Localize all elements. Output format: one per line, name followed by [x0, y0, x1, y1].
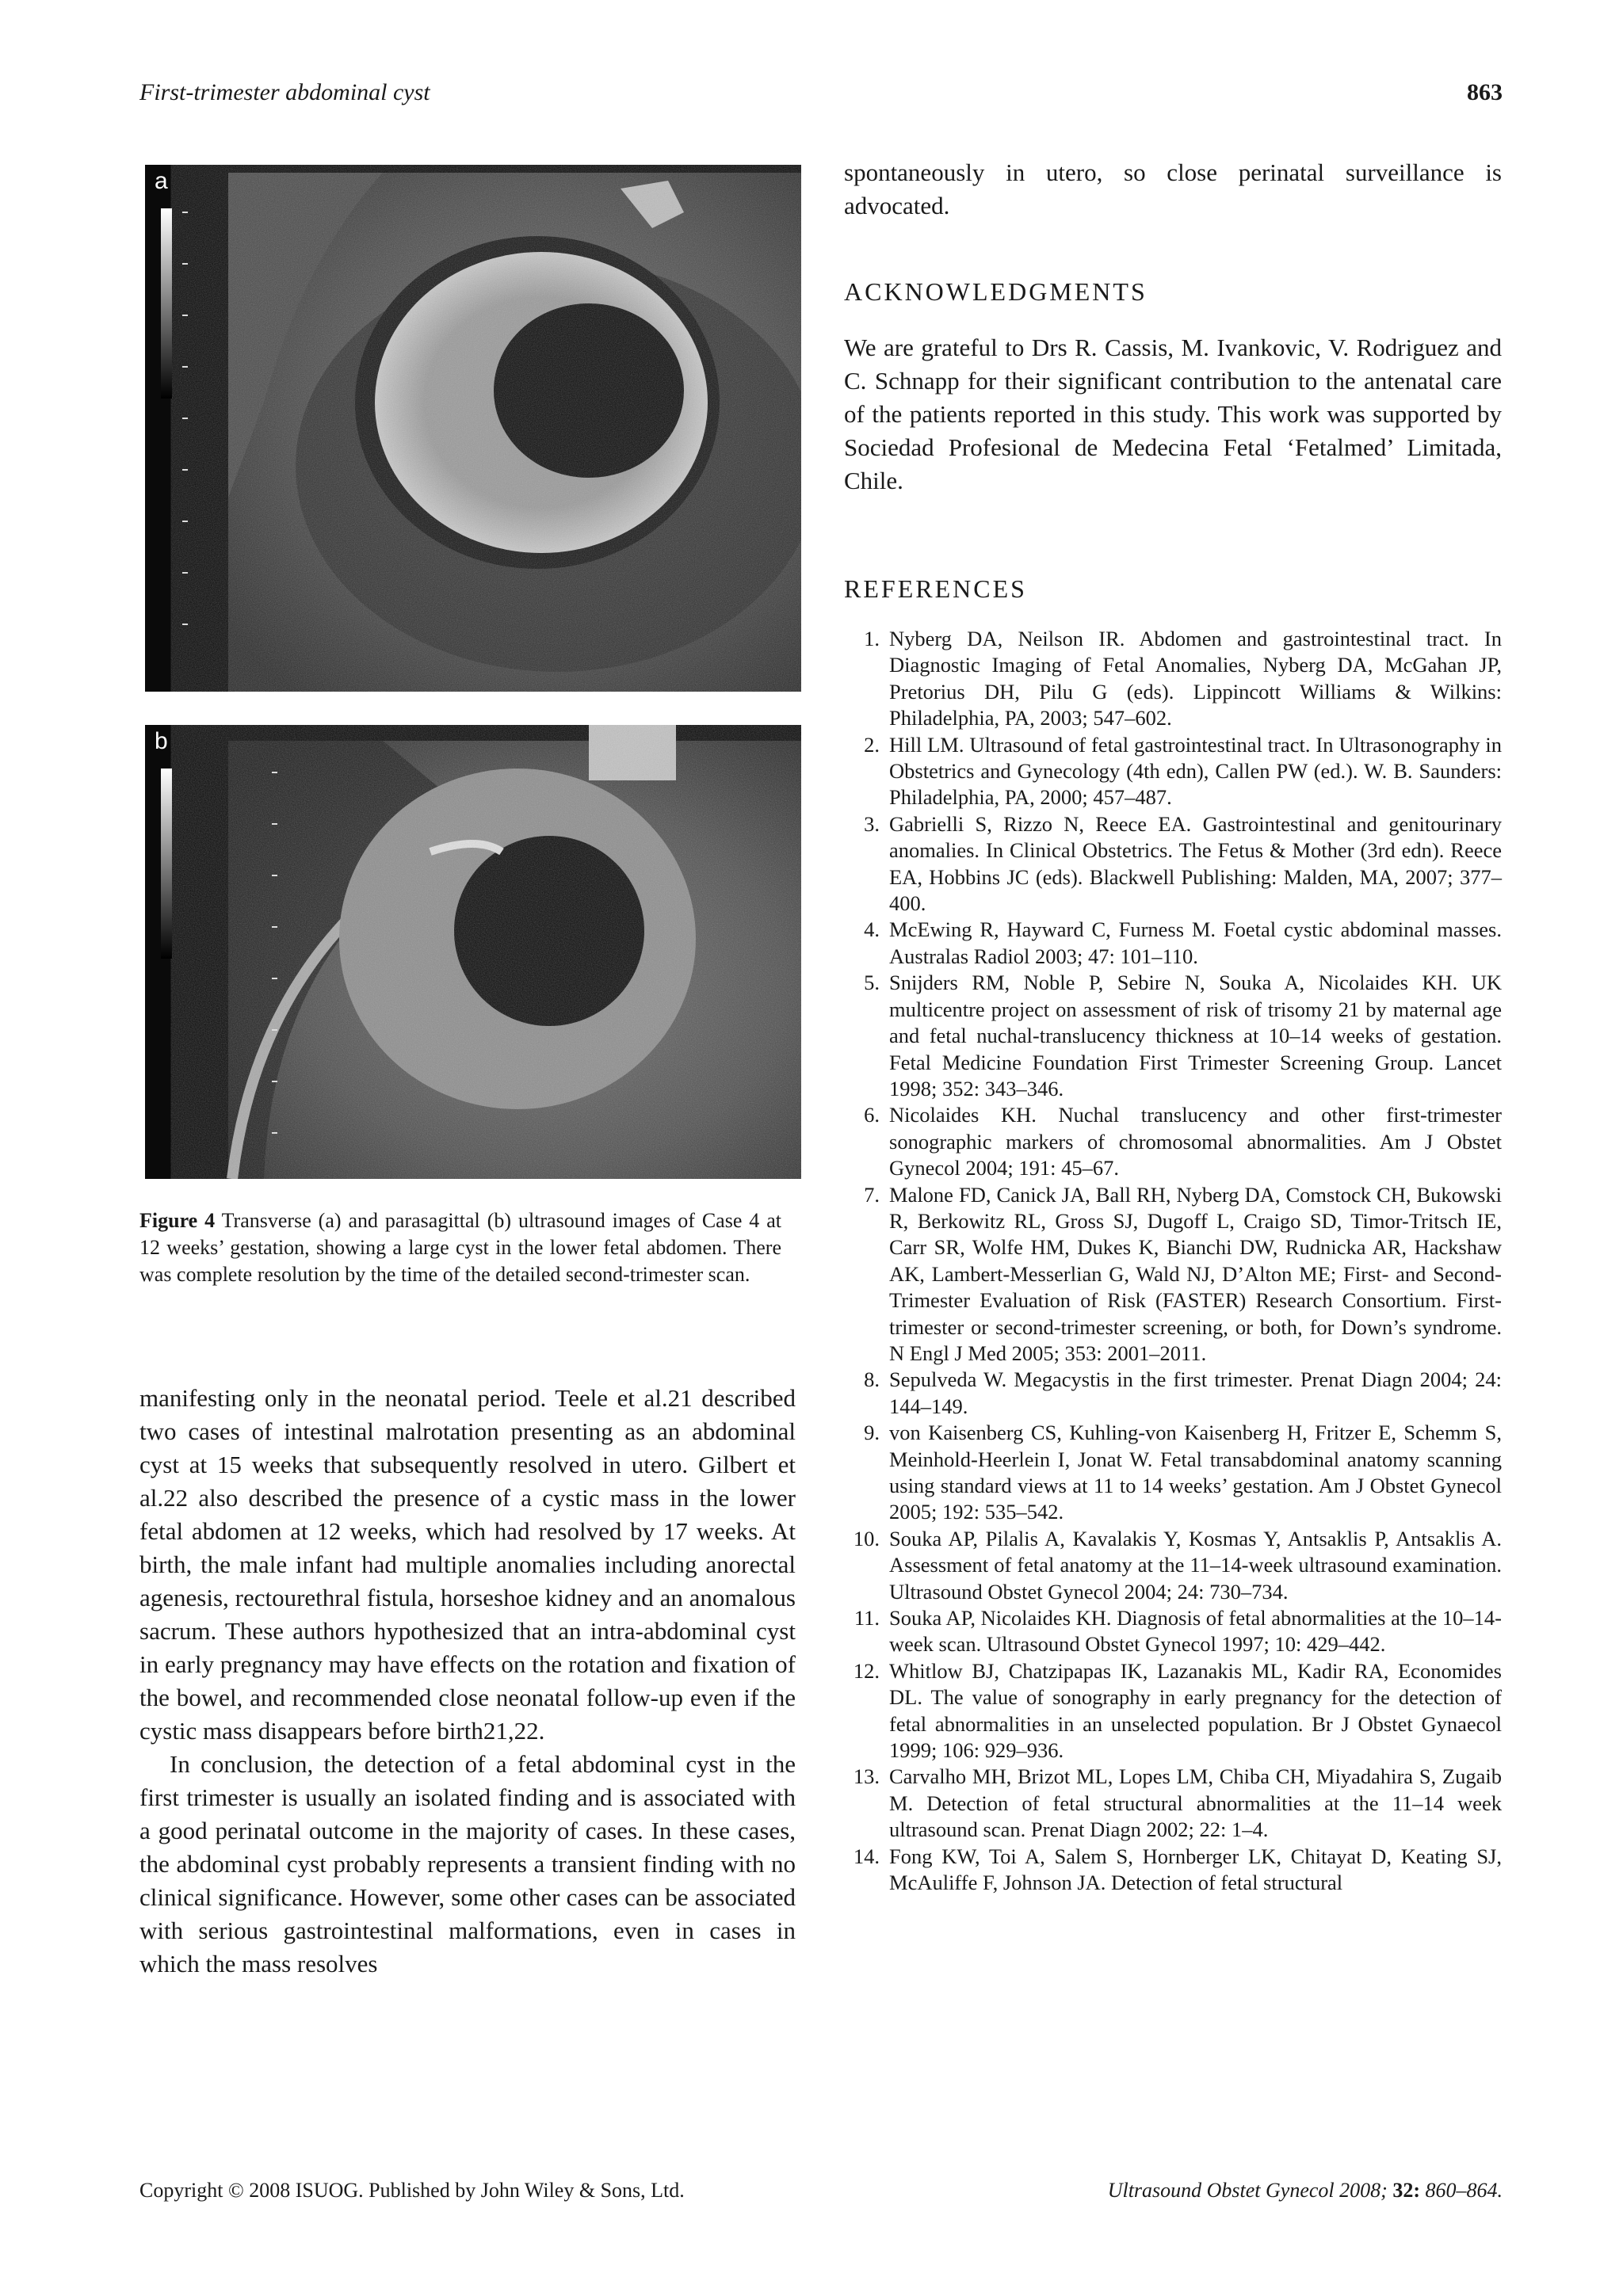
reference-text: Gabrielli S, Rizzo N, Reece EA. Gastrointestinal and genitourinary anomalies. In Clinical Obstetrics. The Fetus & Mother (3rd edn). Reece EA, Hobbins JC (eds). Blackwell Publishing: Malden, MA, 2007; 377–400.: [889, 811, 1502, 916]
reference-item: [844, 1605, 1502, 1658]
reference-item: [844, 1764, 1502, 1843]
ultrasound-image-a: [145, 165, 801, 692]
reference-number: 3.: [864, 811, 880, 836]
reference-item: [844, 1102, 1502, 1181]
acknowledgments-text: We are grateful to Drs R. Cassis, M. Ivankovic, V. Rodriguez and C. Schnapp for their significant contribution to the antenatal care of the patients reported in this study. This work was supported by Sociedad Profesional de Medecina Fetal ‘Fetalmed’ Limitada, Chile.: [844, 334, 1502, 494]
reference-item: [844, 917, 1502, 970]
reference-item: [844, 1844, 1502, 1897]
footer-journal: Ultrasound Obstet Gynecol: [1107, 2179, 1335, 2202]
acknowledgments-heading: ACKNOWLEDGMENTS: [844, 277, 1148, 306]
footer-year: 2008;: [1339, 2179, 1388, 2202]
reference-text: Carvalho MH, Brizot ML, Lopes LM, Chiba CH, Miyadahira S, Zugaib M. Detection of fetal structural abnormalities at the 11–14 week ultrasound scan. Prenat Diagn 2002; 22: 1–4.: [889, 1764, 1502, 1842]
references-list: [844, 626, 1502, 1897]
footer-pages: 860–864.: [1425, 2179, 1503, 2202]
reference-text: Souka AP, Pilalis A, Kavalakis Y, Kosmas Y, Antsaklis P, Antsaklis A. Assessment of fetal anatomy at the 11–14-week ultrasound examination. Ultrasound Obstet Gynecol 2004; 24: 730–734.: [889, 1526, 1502, 1604]
footer-citation: [1108, 2179, 1503, 2203]
page-number: 863: [1467, 79, 1503, 105]
reference-number: 5.: [864, 971, 880, 995]
reference-number: 8.: [864, 1367, 880, 1392]
reference-item: [844, 1526, 1502, 1605]
reference-number: 4.: [864, 917, 880, 942]
footer-copyright: Copyright © 2008 ISUOG. Published by John Wiley & Sons, Ltd.: [139, 2179, 685, 2202]
reference-text: Nyberg DA, Neilson IR. Abdomen and gastrointestinal tract. In Diagnostic Imaging of Fetal Anomalies, Nyberg DA, McGahan JP, Pretorius DH, Pilu G (eds). Lippincott Williams & Wilkins: Philadelphia, PA, 2003; 547–602.: [889, 627, 1502, 730]
reference-text: Fong KW, Toi A, Salem S, Hornberger LK, Chitayat D, Keating SJ, McAuliffe F, Johnson JA. Detection of fetal structural: [889, 1844, 1502, 1895]
figure-caption: [139, 1207, 781, 1288]
reference-item: [844, 1420, 1502, 1526]
reference-number: 9.: [864, 1421, 880, 1445]
reference-number: 11.: [854, 1606, 880, 1630]
reference-item: [844, 732, 1502, 811]
reference-text: von Kaisenberg CS, Kuhling-von Kaisenberg H, Fritzer E, Schemm S, Meinhold-Heerlein I, Jonat W. Fetal transabdominal anatomy scanning using standard views at 11 to 14 weeks’ gestation. Am J Obstet Gynecol 2005; 192: 535–542.: [889, 1421, 1502, 1524]
reference-number: 13.: [853, 1764, 880, 1789]
reference-text: Sepulveda W. Megacystis in the first trimester. Prenat Diagn 2004; 24: 144–149.: [889, 1367, 1502, 1418]
reference-text: Nicolaides KH. Nuchal translucency and other first-trimester sonographic markers of chromosomal abnormalities. Am J Obstet Gynecol 2004; 191: 45–67.: [889, 1103, 1502, 1180]
reference-number: 1.: [864, 627, 880, 650]
reference-text: Malone FD, Canick JA, Ball RH, Nyberg DA, Comstock CH, Bukowski R, Berkowitz RL, Gross SJ, Dugoff L, Craigo SD, Timor-Tritsch IE, Carr SR, Wolfe HM, Dukes K, Bianchi DW, Rudnicka AR, Hackshaw AK, Lambert-Messerlian G, Wald NJ, D’Alton ME; First- and Second-Trimester Evaluation of Risk (FASTER) Research Consortium. First-trimester or second-trimester screening, or both, for Down’s syndrome. N Engl J Med 2005; 353: 2001–2011.: [889, 1182, 1502, 1365]
reference-text: Whitlow BJ, Chatzipapas IK, Lazanakis ML, Kadir RA, Economides DL. The value of sonography in early pregnancy for the detection of fetal abnormalities in an unselected population. Br J Obstet Gynaecol 1999; 106: 929–936.: [889, 1658, 1502, 1763]
panel-label-b: b: [155, 728, 168, 754]
reference-number: 14.: [853, 1844, 880, 1868]
reference-item: [844, 970, 1502, 1102]
reference-item: [844, 626, 1502, 732]
panel-label-a: a: [155, 168, 168, 194]
running-title: First-trimester abdominal cyst: [139, 79, 430, 105]
reference-item: [844, 1658, 1502, 1764]
footer-volume: 32:: [1392, 2179, 1420, 2202]
right-column-continuation: spontaneously in utero, so close perinatal surveillance is advocated.: [844, 158, 1502, 219]
reference-item: [844, 811, 1502, 917]
figure-caption-label: Figure 4: [139, 1209, 216, 1232]
reference-item: [844, 1182, 1502, 1367]
ultrasound-scan-b-graphic: [145, 725, 801, 1179]
ultrasound-scan-a-graphic: [145, 165, 801, 692]
reference-number: 6.: [864, 1103, 880, 1127]
reference-number: 12.: [853, 1658, 880, 1683]
reference-number: 10.: [853, 1526, 880, 1550]
reference-text: Snijders RM, Noble P, Sebire N, Souka A, Nicolaides KH. UK multicentre project on assessment of risk of trisomy 21 by maternal age and fetal nuchal-translucency thickness at 10–14 weeks of gestation. Fetal Medicine Foundation First Trimester Screening Group. Lancet 1998; 352: 343–346.: [889, 971, 1502, 1100]
reference-number: 2.: [864, 732, 880, 757]
body-paragraph: manifesting only in the neonatal period. Teele et al.21 described two cases of intestinal malrotation presenting as an abdominal cyst at 15 weeks that subsequently resolved in utero. Gilbert et al.22 also described the presence of a cystic mass in the lower fetal abdomen at 12 weeks, which had resolved by 17 weeks. At birth, the male infant had multiple anomalies including anorectal agenesis, rectourethral fistula, horseshoe kidney and an anomalous sacrum. These authors hypothesized that an intra-abdominal cyst in early pregnancy may have effects on the rotation and fixation of the bowel, and recommended close neonatal follow-up even if the cystic mass disappears before birth21,22.: [139, 1384, 796, 1745]
body-paragraph: In conclusion, the detection of a fetal abdominal cyst in the first trimester is usually an isolated finding and is associated with a good perinatal outcome in the majority of cases. In these cases, the abdominal cyst probably represents a transient finding with no clinical significance. However, some other cases can be associated with serious gastrointestinal malformations, even in cases in which the mass resolves: [139, 1750, 796, 1978]
reference-text: Hill LM. Ultrasound of fetal gastrointestinal tract. In Ultrasonography in Obstetrics and Gynecology (4th edn), Callen PW (ed.). W. B. Saunders: Philadelphia, PA, 2000; 457–487.: [889, 732, 1502, 810]
reference-text: Souka AP, Nicolaides KH. Diagnosis of fetal abnormalities at the 10–14-week scan. Ultrasound Obstet Gynecol 1997; 10: 429–442.: [889, 1606, 1502, 1657]
ultrasound-image-b: [145, 725, 801, 1179]
references-heading: REFERENCES: [844, 574, 1027, 603]
reference-number: 7.: [864, 1182, 880, 1207]
figure-caption-text: Transverse (a) and parasagittal (b) ultrasound images of Case 4 at 12 weeks’ gestation, showing a large cyst in the lower fetal abdomen. There was complete resolution by the time of the detailed second-trimester scan.: [139, 1209, 781, 1286]
reference-item: [844, 1367, 1502, 1420]
reference-text: McEwing R, Hayward C, Furness M. Foetal cystic abdominal masses. Australas Radiol 2003; 47: 101–110.: [889, 917, 1502, 968]
left-column-body: [139, 1382, 796, 1981]
